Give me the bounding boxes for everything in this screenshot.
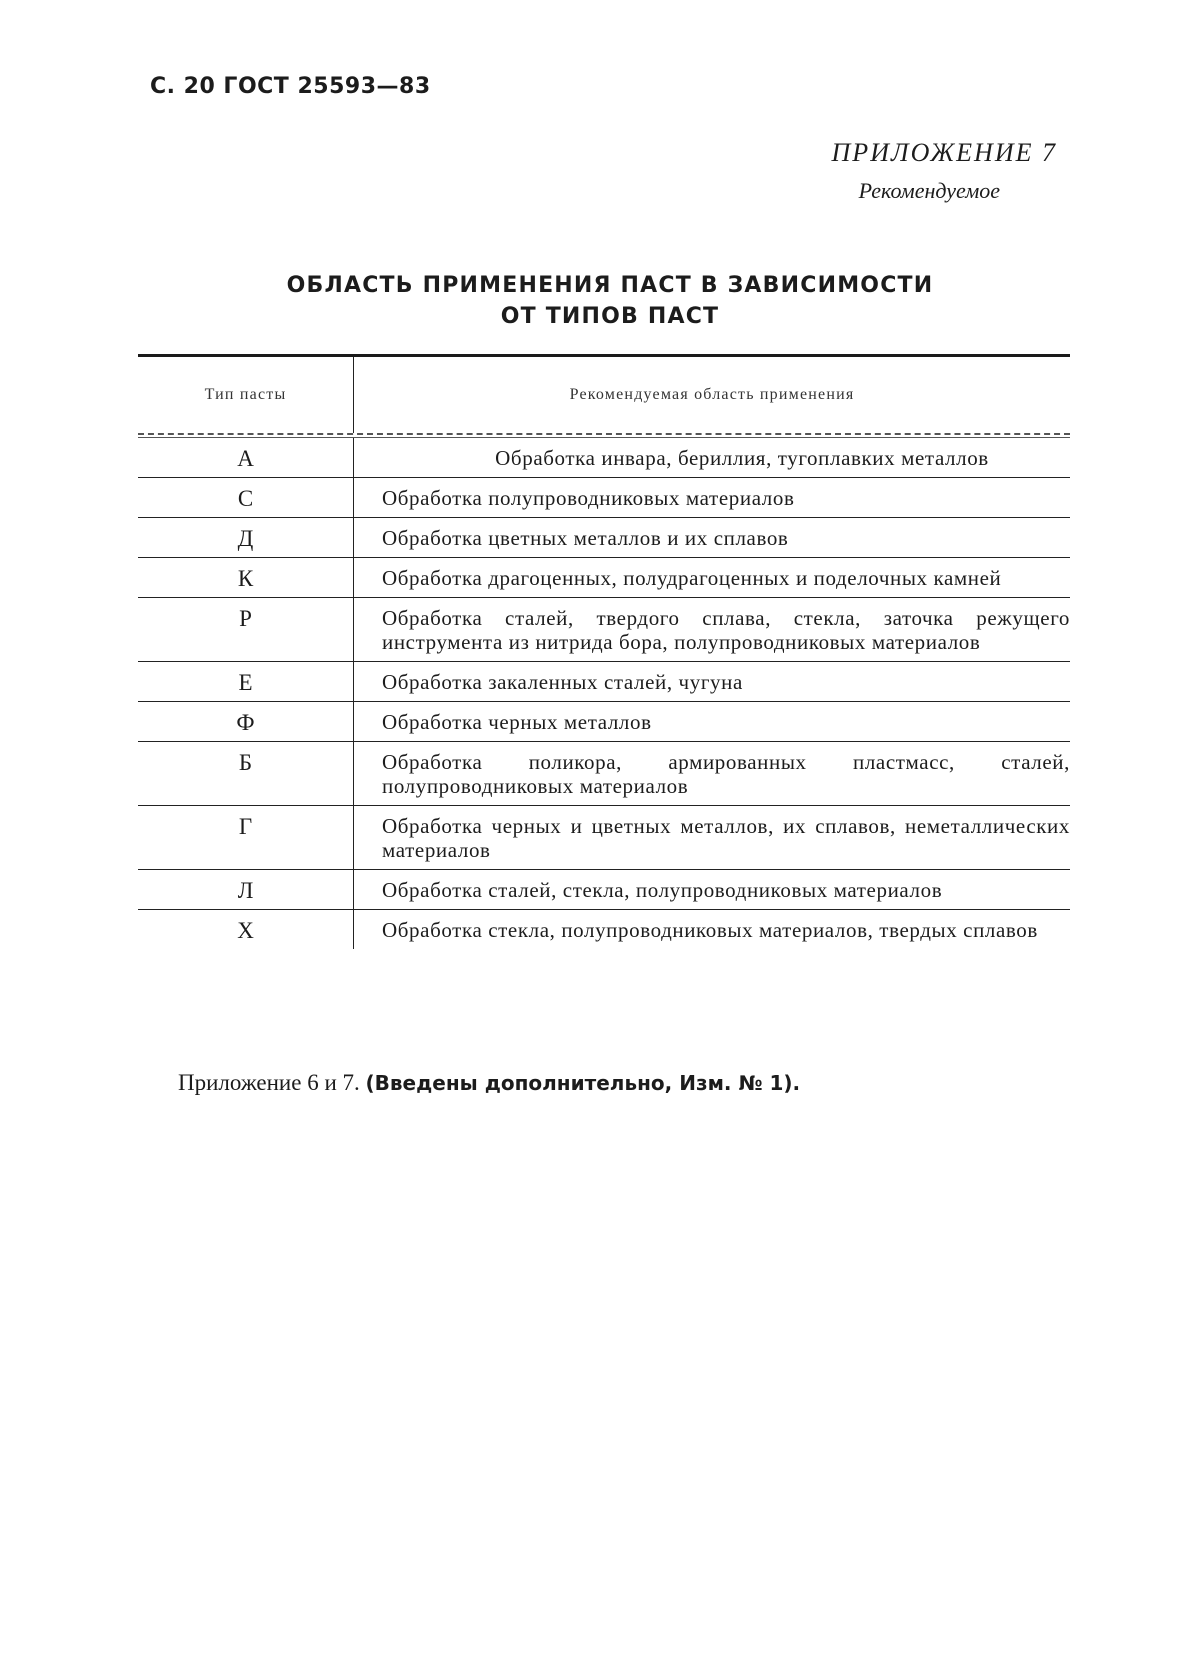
table-body: [138, 438, 1070, 949]
paste-type-cell: Б: [238, 750, 253, 775]
table-row: [138, 806, 1070, 870]
column-header-type: Тип пасты: [204, 386, 287, 403]
paste-application-table: [138, 354, 1070, 949]
paste-type-cell: К: [237, 566, 254, 591]
paste-type-cell: Е: [238, 670, 253, 695]
appendix-title: ПРИЛОЖЕНИЕ 7: [831, 138, 1057, 167]
application-area-cell: Обработка цветных металлов и их сплавов: [353, 518, 1070, 557]
page-header: С. 20 ГОСТ 25593—83: [150, 74, 431, 99]
paste-type-cell: Ф: [236, 710, 255, 735]
paste-type-cell: Д: [237, 526, 254, 551]
paste-type-cell: А: [237, 446, 254, 471]
paste-type-cell: Г: [238, 814, 253, 839]
table-row: [138, 742, 1070, 806]
application-area-cell: Обработка инвара, бериллия, тугоплавких металлов: [353, 438, 1070, 477]
application-area-cell: Обработка черных металлов: [353, 702, 1070, 741]
application-area-cell: Обработка полупроводниковых материалов: [353, 478, 1070, 517]
amendment-note: [178, 1070, 800, 1096]
application-area-cell: Обработка закаленных сталей, чугуна: [353, 662, 1070, 701]
table-row: [138, 910, 1070, 949]
paste-type-cell: Х: [237, 918, 254, 943]
application-area-cell: Обработка стекла, полупроводниковых материалов, твердых сплавов: [353, 910, 1070, 949]
table-row: [138, 662, 1070, 702]
paste-type-cell: Л: [237, 878, 254, 903]
table-row: [138, 518, 1070, 558]
document-title: [150, 270, 1070, 332]
table-header-row: [138, 357, 1070, 433]
application-area-cell: Обработка поликора, армированных пластмасс, сталей, полупроводниковых материалов: [353, 742, 1070, 805]
appendix-status: Рекомендуемое: [858, 178, 1000, 203]
amendment-note-plain: Приложение 6 и 7.: [178, 1070, 360, 1095]
paste-type-cell: Р: [239, 606, 252, 631]
table-row: [138, 702, 1070, 742]
table-row: [138, 558, 1070, 598]
amendment-note-bold: (Введены дополнительно, Изм. № 1).: [365, 1071, 801, 1095]
table-row: [138, 598, 1070, 662]
application-area-cell: Обработка драгоценных, полудрагоценных и поделочных камней: [353, 558, 1070, 597]
application-area-cell: Обработка сталей, стекла, полупроводниковых материалов: [353, 870, 1070, 909]
column-header-area: Рекомендуемая область применения: [353, 357, 1070, 433]
table-row: [138, 478, 1070, 518]
document-title-line-1: ОБЛАСТЬ ПРИМЕНЕНИЯ ПАСТ В ЗАВИСИМОСТИ: [286, 273, 934, 298]
table-row: [138, 870, 1070, 910]
document-title-line-2: ОТ ТИПОВ ПАСТ: [500, 304, 720, 329]
table-row: [138, 438, 1070, 478]
application-area-cell: Обработка черных и цветных металлов, их сплавов, неметаллических материалов: [353, 806, 1070, 869]
application-area-cell: Обработка сталей, твердого сплава, стекла, заточка режущего инструмента из нитрида бора, полупроводниковых материалов: [353, 598, 1070, 661]
paste-type-cell: С: [237, 486, 254, 511]
